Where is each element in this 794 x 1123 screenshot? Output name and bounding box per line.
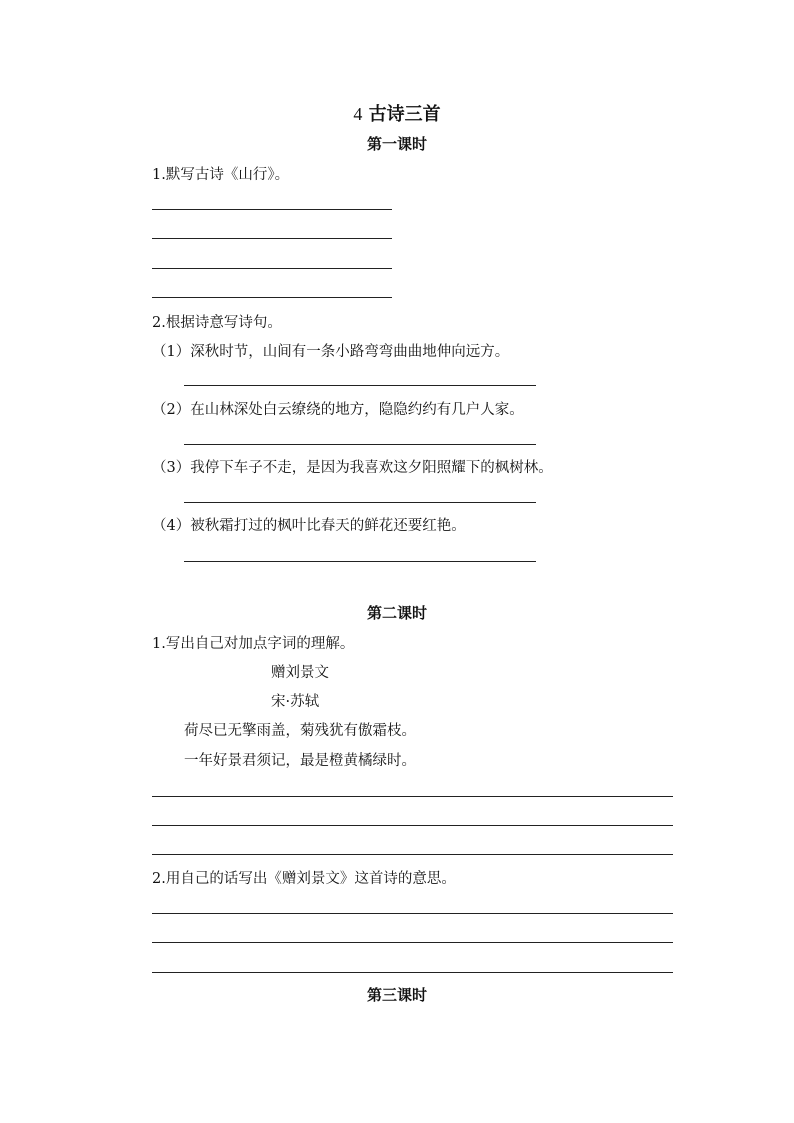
lesson1-q2: 2.根据诗意写诗句。 (152, 315, 282, 331)
poem-line: 一年好景君须记，最是橙黄橘绿时。 (184, 753, 416, 769)
answer-line (152, 825, 673, 826)
answer-line (152, 854, 673, 855)
q2-item: （4）被秋霜打过的枫叶比春天的鲜花还要红艳。 (152, 518, 466, 534)
answer-line (152, 796, 673, 797)
lesson2-q2: 2.用自己的话写出《赠刘景文》这首诗的意思。 (152, 871, 456, 887)
lesson3-heading: 第三课时 (366, 986, 427, 1004)
lesson2-heading: 第二课时 (366, 604, 427, 622)
answer-line (152, 913, 673, 914)
poem-line: 荷尽已无擎雨盖，菊残犹有傲霜枝。 (184, 723, 416, 739)
lesson1-heading: 第一课时 (366, 135, 427, 153)
title-number: 4 (353, 104, 363, 124)
q2-item: （3）我停下车子不走，是因为我喜欢这夕阳照耀下的枫树林。 (152, 460, 553, 476)
answer-line (152, 268, 392, 269)
answer-line (184, 444, 536, 445)
q2-item: （1）深秋时节，山间有一条小路弯弯曲曲地伸向远方。 (152, 344, 510, 360)
lesson1-q1: 1.默写古诗《山行》。 (152, 167, 290, 183)
answer-line (152, 972, 673, 973)
poem-author: 宋·苏轼 (271, 694, 320, 710)
answer-line (184, 385, 536, 386)
answer-line (152, 209, 392, 210)
answer-line (184, 561, 536, 562)
poem-title: 赠刘景文 (271, 665, 329, 681)
lesson2-q1: 1.写出自己对加点字词的理解。 (152, 636, 355, 652)
answer-line (152, 297, 392, 298)
answer-line (184, 502, 536, 503)
answer-line (152, 238, 392, 239)
answer-line (152, 942, 673, 943)
page-title (0, 100, 794, 126)
title-text: 古诗三首 (368, 104, 441, 125)
q2-item: （2）在山林深处白云缭绕的地方，隐隐约约有几户人家。 (152, 402, 524, 418)
